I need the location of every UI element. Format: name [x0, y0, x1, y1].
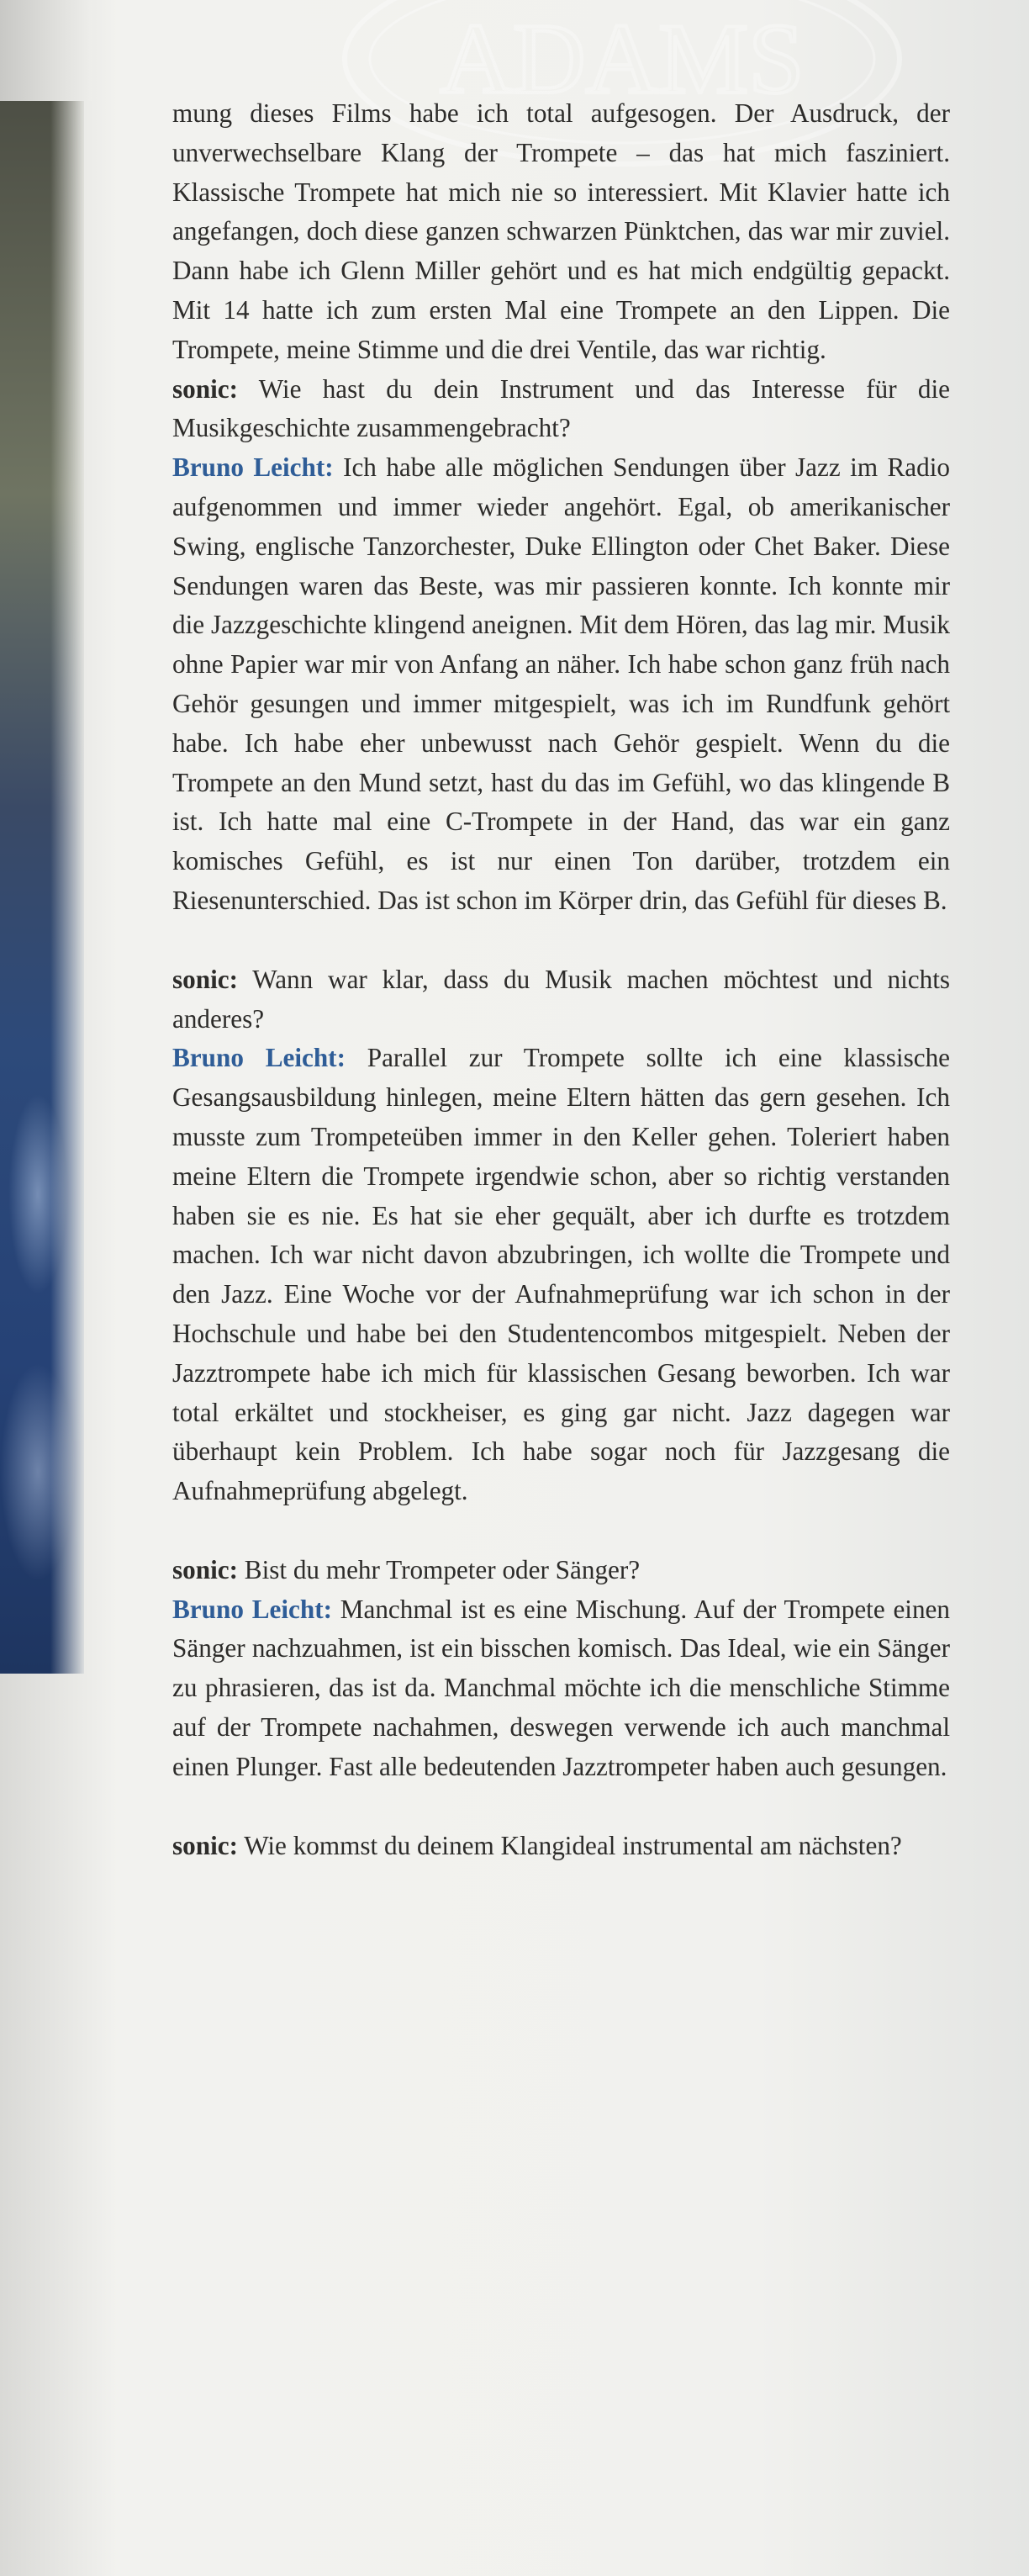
question-3: [172, 1551, 950, 1590]
answer-3: [172, 1590, 950, 1787]
speaker-label: Bruno Leicht:: [172, 452, 334, 483]
question-text: Bist du mehr Trompeter oder Sänger?: [244, 1554, 641, 1584]
question-2: [172, 960, 950, 1039]
question-text: Wie kommst du deinem Klangideal instrumental am nächsten?: [244, 1830, 902, 1860]
question-4: [172, 1827, 950, 1866]
speaker-label: Bruno Leicht:: [172, 1594, 332, 1624]
interviewer-label: sonic:: [172, 964, 238, 994]
interviewer-label: sonic:: [172, 1830, 238, 1860]
question-text: Wann war klar, dass du Musik machen möchtest und nichts anderes?: [172, 964, 950, 1034]
answer-text: Parallel zur Trompete sollte ich eine klassische Gesangsausbildung hinlegen, meine Eltern hätten das gern gesehen. Ich musste zum Trompeteüben immer in den Keller gehen. Toleriert haben meine Eltern die Trompete irgendwie schon, aber so richtig verstanden haben sie es nie. Es hat sie eher gequält, aber ich durfte es trotzdem machen. Ich war nicht davon abzubringen, ich wollte die Trompete und den Jazz. Eine Woche vor der Aufnahmeprüfung war ich schon in der Hochschule und habe bei den Studentencombos mitgespielt. Neben der Jazztrompete habe ich mich für klassischen Gesang beworben. Ich war total erkältet und stockheiser, es ging gar nicht. Jazz dagegen war überhaupt kein Problem. Ich habe sogar noch für Jazzgesang die Aufnahmeprüfung abgelegt.: [172, 1043, 951, 1506]
watermark-text: ADAMS: [440, 3, 805, 114]
intro-paragraph: mung dieses Films habe ich total aufgesogen. Der Ausdruck, der unverwechselbare Klang der Trompete – das hat mich fasziniert. Klassische Trompete hat mich nie so interessiert. Mit Klavier hatte ich angefangen, doch diese ganzen schwarzen Pünktchen, das war mir zuviel. Dann habe ich Glenn Miller gehört und es hat mich endgültig gepackt. Mit 14 hatte ich zum ersten Mal eine Trompete an den Lippen. Die Trompete, meine Stimme und die drei Ventile, das war richtig.: [172, 98, 950, 364]
qa-block-4: [172, 1827, 950, 1866]
answer-text: Manchmal ist es eine Mischung. Auf der Trompete einen Sänger nachzuahmen, ist ein bisschen komisch. Das Ideal, wie ein Sänger zu phrasieren, das ist da. Manchmal möchte ich die menschliche Stimme auf der Trompete nachahmen, deswegen verwende ich auch manchmal einen Plunger. Fast alle bedeutenden Jazztrompeter haben auch gesungen.: [172, 1594, 950, 1781]
page-gutter-shadow: [0, 0, 92, 101]
answer-1: [172, 448, 950, 921]
speaker-label: Bruno Leicht:: [172, 1043, 346, 1073]
qa-block-3: [172, 1551, 950, 1787]
interviewer-label: sonic:: [172, 1554, 238, 1584]
answer-text: Ich habe alle möglichen Sendungen über Jazz im Radio aufgenommen und immer wieder angehört. Egal, ob amerikanischer Swing, englische Tanzorchester, Duke Ellington oder Chet Baker. Diese Sendungen waren das Beste, was mir passieren konnte. Ich konnte mir die Jazzgeschichte klingend aneignen. Mit dem Hören, das lag mir. Musik ohne Papier war mir von Anfang an näher. Ich habe schon ganz früh nach Gehör gesungen und immer mitgespielt, was ich im Rundfunk gehört habe. Ich habe eher unbewusst nach Gehör gespielt. Wenn du die Trompete an den Mund setzt, hast du das im Gefühl, wo das klingende B ist. Ich hatte mal eine C-Trompete in der Hand, das war ein ganz komisches Gefühl, es ist nur einen Ton darüber, trotzdem ein Riesenunterschied. Das ist schon im Körper drin, das Gefühl für dieses B.: [172, 452, 951, 915]
qa-block-1: [172, 370, 950, 921]
question-1: [172, 370, 950, 449]
photo-edge: [0, 101, 84, 1674]
interview-article: [172, 94, 950, 1905]
qa-block-2: [172, 960, 950, 1511]
interviewer-label: sonic:: [172, 373, 238, 404]
question-text: Wie hast du dein Instrument und das Interesse für die Musikgeschichte zusammengebracht?: [172, 373, 951, 443]
answer-2: [172, 1039, 950, 1511]
